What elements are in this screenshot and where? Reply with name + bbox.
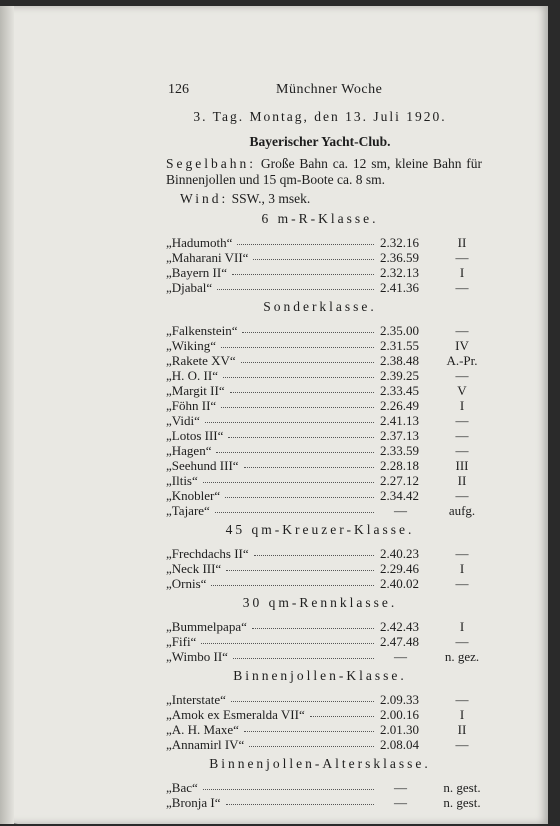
finish-time: 2.34.42 (380, 488, 419, 503)
boat-name: „Amok ex Esmeralda VII“ (166, 707, 305, 722)
finish-time: — (394, 649, 407, 664)
boat-name: „Wimbo II“ (166, 649, 228, 664)
dot-leader (244, 465, 374, 468)
boat-name: „Djabal“ (166, 280, 213, 295)
course-label: Segelbahn: (166, 156, 256, 171)
dot-leader (203, 480, 374, 483)
result-row (166, 503, 486, 518)
placing: — (455, 576, 469, 591)
finish-time: 2.28.18 (380, 458, 419, 473)
class-heading: Binnenjollen-Klasse. (233, 668, 407, 683)
result-row (166, 338, 486, 353)
result-row (166, 707, 486, 722)
placing: — (455, 428, 469, 443)
finish-time: 2.42.43 (380, 619, 419, 634)
dot-leader (211, 583, 374, 586)
boat-name: „Bronja I“ (166, 795, 221, 810)
dot-leader (310, 714, 374, 717)
running-title: Münchner Woche (276, 82, 383, 97)
dot-leader (233, 656, 374, 659)
dot-leader (228, 435, 374, 438)
result-row (166, 619, 486, 634)
placing: — (455, 250, 469, 265)
placing: — (455, 737, 469, 752)
wind-label: Wind: (180, 191, 229, 206)
finish-time: 2.37.13 (380, 428, 419, 443)
class-heading: Sonderklasse. (263, 299, 377, 314)
result-row (166, 473, 486, 488)
dot-leader (254, 553, 374, 556)
boat-name: „Annamirl IV“ (166, 737, 245, 752)
finish-time: 2.40.02 (380, 576, 419, 591)
placing: V (457, 383, 467, 398)
placing: — (455, 323, 469, 338)
boat-name: „Rakete XV“ (166, 353, 236, 368)
dot-leader (232, 272, 374, 275)
result-row (166, 692, 486, 707)
result-row (166, 398, 486, 413)
dot-leader (226, 802, 374, 805)
finish-time: — (394, 503, 407, 518)
result-row (166, 576, 486, 591)
finish-time: 2.09.33 (380, 692, 419, 707)
class-heading: Binnenjollen-Altersklasse. (209, 756, 431, 771)
result-row (166, 235, 486, 250)
dot-leader (249, 744, 374, 747)
result-row (166, 428, 486, 443)
day-heading: 3. Tag. Montag, den 13. Juli 1920. (193, 109, 447, 124)
placing: aufg. (448, 503, 476, 518)
boat-name: „Fifi“ (166, 634, 197, 649)
dot-leader (253, 257, 374, 260)
result-row (166, 737, 486, 752)
result-row (166, 722, 486, 737)
result-row (166, 265, 486, 280)
placing: n. gez. (444, 649, 480, 664)
finish-time: 2.29.46 (380, 561, 419, 576)
result-row (166, 649, 486, 664)
result-row (166, 795, 486, 810)
placing: IV (455, 338, 469, 353)
placing: A.-Pr. (446, 353, 478, 368)
placing: n. gest. (443, 780, 481, 795)
boat-name: „Bac“ (166, 780, 198, 795)
boat-name: „Seehund III“ (166, 458, 239, 473)
placing: I (459, 619, 465, 634)
placing: II (457, 473, 467, 488)
placing: n. gest. (443, 795, 481, 810)
result-row (166, 323, 486, 338)
club-heading: Bayerischer Yacht-Club. (249, 134, 391, 149)
course-text: Große Bahn ca. 12 sm, kleine Bahn für Binnenjollen und 15 qm-Boote ca. 8 sm. (166, 156, 483, 187)
finish-time: 2.27.12 (380, 473, 419, 488)
boat-name: „Lotos III“ (166, 428, 224, 443)
boat-name: „Interstate“ (166, 692, 226, 707)
result-row (166, 634, 486, 649)
finish-time: — (394, 780, 407, 795)
placing: I (459, 265, 465, 280)
finish-time: — (394, 795, 407, 810)
dot-leader (203, 787, 374, 790)
dot-leader (244, 729, 374, 732)
dot-leader (221, 345, 374, 348)
dot-leader (215, 510, 374, 513)
boat-name: „Hagen“ (166, 443, 212, 458)
placing: — (455, 546, 469, 561)
page-spine-shadow (0, 6, 14, 824)
placing: — (455, 634, 469, 649)
placing: — (455, 692, 469, 707)
dot-leader (216, 450, 374, 453)
placing: — (455, 280, 469, 295)
dot-leader (225, 495, 374, 498)
finish-time: 2.41.36 (380, 280, 419, 295)
finish-time: 2.40.23 (380, 546, 419, 561)
finish-time: 2.31.55 (380, 338, 419, 353)
result-row (166, 280, 486, 295)
boat-name: „A. H. Maxe“ (166, 722, 239, 737)
page-number: 126 (168, 82, 189, 97)
finish-time: 2.36.59 (380, 250, 419, 265)
dot-leader (241, 360, 374, 363)
class-heading: 30 qm-Rennklasse. (242, 595, 398, 610)
finish-time: 2.32.13 (380, 265, 419, 280)
finish-time: 2.33.45 (380, 383, 419, 398)
dot-leader (230, 390, 374, 393)
finish-time: 2.26.49 (380, 398, 419, 413)
dot-leader (242, 330, 374, 333)
finish-time: 2.38.48 (380, 353, 419, 368)
placing: — (455, 368, 469, 383)
result-row (166, 353, 486, 368)
boat-name: „Ornis“ (166, 576, 207, 591)
class-heading: 6 m-R-Klasse. (261, 211, 379, 226)
result-row (166, 488, 486, 503)
placing: — (455, 488, 469, 503)
course-paragraph (166, 156, 482, 188)
dot-leader (217, 287, 374, 290)
result-row (166, 250, 486, 265)
boat-name: „Iltis“ (166, 473, 198, 488)
boat-name: „Wiking“ (166, 338, 217, 353)
placing: I (459, 398, 465, 413)
result-row (166, 780, 486, 795)
boat-name: „H. O. II“ (166, 368, 218, 383)
dot-leader (226, 568, 374, 571)
placing: I (459, 561, 465, 576)
finish-time: 2.01.30 (380, 722, 419, 737)
placing: II (457, 235, 467, 250)
dot-leader (237, 242, 374, 245)
finish-time: 2.47.48 (380, 634, 419, 649)
finish-time: 2.35.00 (380, 323, 419, 338)
placing: III (455, 458, 469, 473)
result-row (166, 546, 486, 561)
book-page (0, 6, 548, 824)
boat-name: „Margit II“ (166, 383, 225, 398)
result-row (166, 413, 486, 428)
wind-line (180, 191, 496, 207)
placing: — (455, 443, 469, 458)
wind-text: SSW., 3 msek. (231, 191, 311, 206)
dot-leader (252, 626, 374, 629)
result-row (166, 368, 486, 383)
placing: — (455, 413, 469, 428)
boat-name: „Knobler“ (166, 488, 221, 503)
finish-time: 2.41.13 (380, 413, 419, 428)
boat-name: „Vidi“ (166, 413, 200, 428)
dot-leader (221, 405, 374, 408)
dot-leader (205, 420, 374, 423)
placing: II (457, 722, 467, 737)
result-row (166, 383, 486, 398)
finish-time: 2.33.59 (380, 443, 419, 458)
finish-time: 2.00.16 (380, 707, 419, 722)
placing: I (459, 707, 465, 722)
result-row (166, 561, 486, 576)
boat-name: „Falkenstein“ (166, 323, 238, 338)
dot-leader (223, 375, 374, 378)
finish-time: 2.32.16 (380, 235, 419, 250)
boat-name: „Maharani VII“ (166, 250, 249, 265)
boat-name: „Neck III“ (166, 561, 222, 576)
boat-name: „Föhn II“ (166, 398, 217, 413)
finish-time: 2.39.25 (380, 368, 419, 383)
boat-name: „Hadumoth“ (166, 235, 233, 250)
finish-time: 2.08.04 (380, 737, 419, 752)
result-row (166, 443, 486, 458)
result-row (166, 458, 486, 473)
dot-leader (201, 641, 374, 644)
boat-name: „Bayern II“ (166, 265, 227, 280)
boat-name: „Bummelpapa“ (166, 619, 247, 634)
boat-name: „Tajare“ (166, 503, 210, 518)
boat-name: „Frechdachs II“ (166, 546, 249, 561)
class-heading: 45 qm-Kreuzer-Klasse. (225, 522, 415, 537)
dot-leader (231, 699, 374, 702)
